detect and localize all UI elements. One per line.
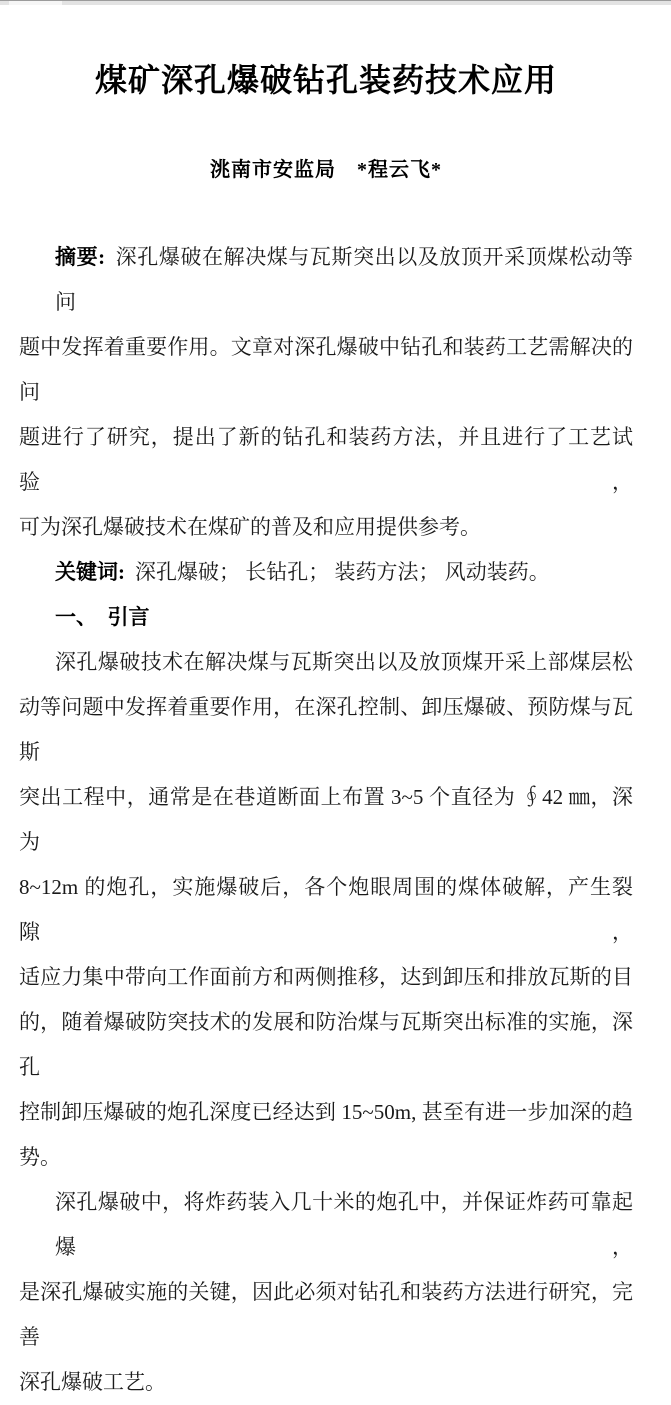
window-top-edge [0,0,671,5]
keywords-line [19,550,633,595]
intro-line-8: 势。 [19,1145,61,1169]
abstract-line-3: 题进行了研究，提出了新的钻孔和装药方法，并且进行了工艺试验， [19,425,633,494]
intro-line-3: 突出工程中，通常是在巷道断面上布置 3~5 个直径为 ∮42 ㎜，深为 [19,785,633,854]
intro-line-6: 的，随着爆破防突技术的发展和防治煤与瓦斯突出标准的实施，深孔 [19,1010,633,1079]
para2-line-2: 是深孔爆破实施的关键，因此必须对钻孔和装药方法进行研究，完善 [19,1280,633,1349]
document-page [19,57,633,1405]
document-body [19,235,633,1405]
intro-line-5: 适应力集中带向工作面前方和两侧推移，达到卸压和排放瓦斯的目 [19,965,633,989]
section-heading-introduction: 一、 引言 [55,605,150,629]
abstract-line-1-text: 深孔爆破在解决煤与瓦斯突出以及放顶开采顶煤松动等问 [55,245,634,314]
abstract-label: 摘要: [55,245,106,269]
page-title: 煤矿深孔爆破钻孔装药技术应用 [94,62,557,98]
abstract-line-1 [19,235,633,325]
abstract-line-2: 题中发挥着重要作用。文章对深孔爆破中钻孔和装药工艺需解决的问 [19,335,633,404]
intro-line-2: 动等问题中发挥着重要作用，在深孔控制、卸压爆破、预防煤与瓦斯 [19,695,633,764]
intro-line-4: 8~12m 的炮孔，实施爆破后，各个炮眼周围的煤体破解，产生裂隙， [19,875,633,944]
author-line: 洮南市安监局 *程云飞* [210,159,442,181]
keywords-label: 关键词: [55,560,125,584]
window-top-edge-highlight [9,1,62,5]
para2-line-3: 深孔爆破工艺。 [19,1370,166,1394]
intro-line-1: 深孔爆破技术在解决煤与瓦斯突出以及放顶煤开采上部煤层松 [55,650,633,674]
abstract-line-4: 可为深孔爆破技术在煤矿的普及和应用提供参考。 [19,515,481,539]
keywords-text: 深孔爆破； 长钻孔； 装药方法； 风动装药。 [135,560,550,584]
para2-line-1: 深孔爆破中，将炸药装入几十米的炮孔中，并保证炸药可靠起爆， [55,1190,633,1259]
intro-line-7: 控制卸压爆破的炮孔深度已经达到 15~50m, 甚至有进一步加深的趋 [19,1100,633,1124]
